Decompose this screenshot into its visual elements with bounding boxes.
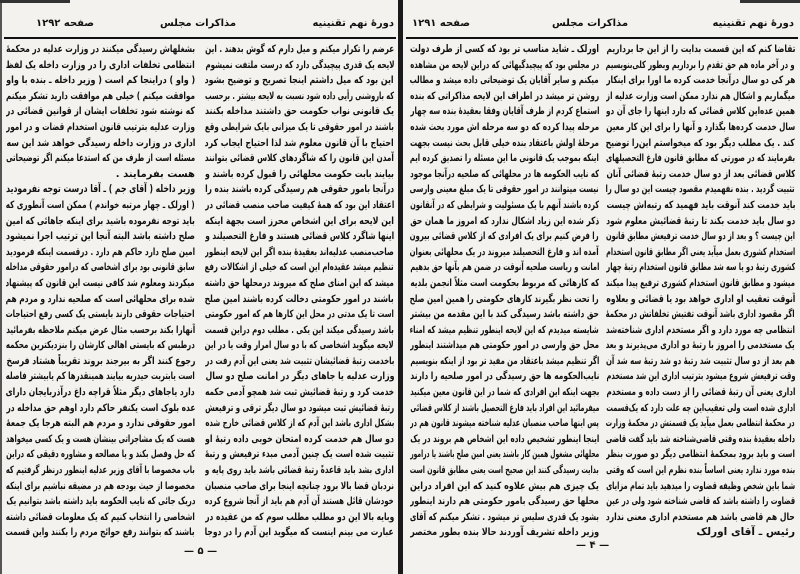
line-text: میشود و مطابق قانون استخدام کشوری ترفیع پیدا میکند: [606, 277, 795, 289]
text-line: [6, 58, 195, 74]
text-line: [205, 120, 394, 136]
line-text: اگر مقصود اداری باشد آنوقت تفتیش تخلفاتش در محکمهٔ: [606, 309, 795, 321]
line-text: باشند در امور حقوقی تا یک میزانی بایک شرایطی وقع: [205, 121, 394, 133]
speaker-line: [696, 525, 795, 541]
line-text: خدمت کرد و رتبهٔ قضائیش ثبت شد همچو آدمی حکمه: [205, 387, 394, 399]
line-text: میفرمائید این افراد باید فارغ التحصیل باشند از کلاس قضائی: [410, 402, 599, 414]
text-line: [606, 276, 795, 292]
speaker-line: [6, 182, 195, 198]
speaker-name: اورلک: [576, 43, 599, 55]
text-line: [606, 104, 795, 120]
text-line: [6, 120, 195, 136]
text-line: [410, 167, 599, 183]
line-text: نردبان قضا بالا برود چنانچه اینجا برای صاحب منصبان: [205, 480, 394, 492]
line-text: ( واو ) دراینجا کم است ( وزیر داخله ـ بنده با واو: [6, 75, 195, 87]
text-line: [6, 260, 195, 276]
text-line: [410, 525, 599, 541]
text-line: [606, 463, 795, 479]
line-text: بدایت رسیدگی کنند این صحیح است یعنی مطابق قانون است: [410, 465, 599, 477]
line-text: شما باین شخص وظیفه قضاوت را میدهید باید تمام مزایای: [606, 480, 795, 492]
text-line: [410, 369, 599, 385]
text-line: [205, 73, 394, 89]
text-line: [606, 369, 795, 385]
line-text: باید خدمت کند آنوقت باید فهمید که رتبه‌اش چیست: [606, 199, 795, 211]
text-line: [6, 89, 195, 105]
text-line: [410, 510, 599, 526]
text-line: [6, 151, 195, 167]
session-label: دورهٔ نهم تقنینیه: [712, 18, 794, 29]
speaker-line: [410, 42, 599, 58]
line-text: این چیست ؟ و بعد از دو سال خدمت ترفیعش مطابق قانون: [606, 231, 795, 243]
line-text: امور حقوقی ندارد و مردم هم البته هرجا یک جمعهٔ: [6, 418, 195, 430]
text-line: [6, 338, 195, 354]
text-line: [410, 245, 599, 261]
text-line: [205, 307, 394, 323]
line-text: هست بفرمایند .: [115, 168, 195, 180]
line-text: استماع کردم از طرف آقایان وفقا بعقیدهٔ بنده سه چهار: [410, 106, 599, 118]
text-line: [606, 42, 795, 58]
text-line: [205, 447, 394, 463]
text-line: [606, 151, 795, 167]
text-line: [606, 245, 795, 261]
line-text: سال خدمت کرده‌ها بگذارد و آنها را برای این کار معین: [606, 121, 795, 133]
line-text: تنظیم میشد عقیده‌ام این است که خیلی از اشکالات رفع: [205, 262, 394, 274]
line-text: امانت و ریاست صلحیه آنوقت در ضمن هم بآنها حق بدهیم: [410, 262, 599, 274]
text-line: [410, 89, 599, 105]
line-text: انتظامی تخلفات اداری را در وزارت داخله یک لفظ: [6, 59, 195, 71]
text-line: [205, 151, 394, 167]
line-text: وزیر داخله تشریف آوردند حالا بنده بطور مختصر: [410, 527, 599, 539]
line-text: قضاوت را داشته باشد که قاضی شناخته شود ولی در عین: [606, 496, 795, 508]
line-text: نایب‌الحکومه ها حق رسیدگی در امور صلحیه را دارند: [410, 371, 599, 383]
text-line: [606, 401, 795, 417]
text-line: [6, 307, 195, 323]
line-text: داخله بعقیدهٔ بنده وقتی قاضی‌شناخته شد باید گفت قاضی: [606, 433, 795, 445]
text-line: [205, 167, 394, 183]
text-line: [205, 198, 394, 214]
line-text: که نایب الحکومه ها در محلهائی که صلحیه درآنجا موجود: [410, 168, 599, 180]
text-line: [606, 120, 795, 136]
line-text: وبایه بالا این دو مطلب مطلب سوم که من عقیده در: [205, 511, 394, 523]
text-line: [606, 73, 795, 89]
text-column: [606, 42, 795, 541]
speech-text: ـ آقا درست توجه نفرمودید: [6, 183, 106, 196]
text-column: [410, 42, 599, 541]
line-text: کشوری رتبهٔ دو یا سه شد مطابق قانون استخدام رتبهٔ چهار: [606, 262, 795, 274]
running-title: مذاکرات مجلس: [160, 18, 237, 29]
line-text: شایسته میدیدم که این لایحه اینطور تنظیم میشد که امناء: [410, 324, 599, 336]
line-text: بشکل اداری باشد این آدم که از کلاس قضائی خارج شده: [205, 418, 394, 430]
text-line: [606, 338, 795, 354]
line-text: استخدام کشوری بعمل میآید یعنی اگر مطابق قانون استخدام: [606, 246, 795, 258]
text-line: [410, 479, 599, 495]
line-text: در محکمهٔ انتظامی بعمل میآید یک قسمتش در محکمهٔ وزارت: [606, 418, 795, 430]
line-text: را تحت نظر بگیرند کارهای حکومتی را همین امین صلح: [410, 293, 599, 305]
text-line: [6, 104, 195, 120]
line-text: حق داشته باشد رسیدگی کند با این مقدمه من بیشتر: [410, 309, 599, 321]
line-text: تقاضا کنم که این قسمت بدایت را از این جا برداریم: [606, 44, 795, 55]
line-text: مخصوصا از حیث بودجه هم در مضیقه نباشیم برای اینکه: [6, 480, 195, 492]
line-text: خودشان قائل هستند آن آدم هم باید از آنجا شروع کرده: [205, 496, 394, 508]
line-text: که حل وفصل بکند و یا مصالحه و مشاوره دقیقی که دراین: [6, 449, 195, 461]
text-line: [410, 323, 599, 339]
text-line: [6, 479, 195, 495]
speaker-name: رئیس ـ آقای اورلک: [696, 526, 795, 539]
text-line: [410, 229, 599, 245]
line-text: اداری شده است ولی تعقیب‌این چه علت دارد که یک‌قسمت: [606, 402, 795, 414]
text-line: [6, 447, 195, 463]
line-text: باید توجه نفرموده باشید برای اینکه جاهائی که امین: [6, 215, 195, 227]
text-line: [205, 416, 394, 432]
line-text: که باروشنی رأیی داده شود نسبت به لایحه بیشتر . برحسب: [205, 90, 394, 102]
text-line: [6, 276, 195, 292]
text-line: [410, 120, 599, 136]
text-line: [205, 338, 394, 354]
line-text: بشغلهاش رسیدگی میکنند در وزارت عدلیه در محکمهٔ: [6, 44, 195, 55]
text-line: [205, 42, 394, 58]
text-line: [410, 276, 599, 292]
line-text: انتظامی چه مورد دارد و اگر مستخدم اداری شناخته‌شد: [606, 324, 795, 336]
line-text: محلها حق رسیدگی بامور حکومتی هم دارند اینطور: [410, 496, 599, 508]
text-line: [606, 416, 795, 432]
text-line: [6, 214, 195, 230]
text-line: [606, 58, 795, 74]
line-text: دریک جائی که نایب الحکومه باید داشته باشد بتوانیم یک: [6, 496, 195, 508]
page-footer: — ۴ —: [576, 540, 610, 551]
line-text: و در آخر ماده هم حق تقدم را برداریم وبطور کلی‌بنویسیم: [606, 59, 795, 71]
text-line: [6, 385, 195, 401]
text-line: [606, 136, 795, 152]
line-text: باشد رسیدگی میکند این یکی . مطلب دوم دراین قسمت: [205, 324, 394, 336]
line-text: عرضم را تکرار میکنم و میل دارم که گوش بدهند . این: [205, 44, 394, 55]
text-line: [6, 182, 195, 198]
line-text: مرحله پیدا کرده که دو سه مرحله اش مورد بحث شده: [410, 121, 599, 133]
text-line: [205, 463, 394, 479]
text-line: [6, 245, 195, 261]
line-text: هم بعد از دو سال تثبیت شد رتبهٔ دو شد رتبهٔ سه شد آن: [606, 355, 795, 367]
text-line: [606, 214, 795, 230]
text-line: [205, 354, 394, 370]
page-footer: — ۵ —: [184, 546, 218, 557]
line-text: لایحه میگوید اشخاصی که با دو سال امرار وقت یا در این: [205, 340, 394, 352]
text-line: [6, 42, 195, 58]
text-line: [205, 229, 394, 245]
text-line: [205, 494, 394, 510]
text-line: [410, 354, 599, 370]
speech-text: ـ شاید مناسب تر بود که کسی از طرف دولت: [410, 43, 575, 55]
line-text: است و باید برود بمحکمهٔ انتظامی دیگر دو صورت بنظر: [606, 449, 795, 461]
line-text: کند . یک مطلب دیگر بود که میخواستم این‌را توضیح: [606, 137, 795, 149]
line-text: محل حق وارسی در امور حکومتی هم میداشتند اینطور: [410, 340, 599, 352]
line-text: دو سال هم خدمت کرده امتحان خوبی داده رتبهٔ او: [205, 433, 394, 445]
text-line: [6, 354, 195, 370]
line-text: روشن تر میشد در اطراف این لایحه مذاکراتی که بنده: [410, 90, 599, 102]
line-text: بیایند بابت حکومت محلهائی را قبول کرده باشند و: [205, 168, 394, 180]
line-text: باشند که بتوانند رفع حوائج مردم را بکنند واین قسمت: [6, 527, 195, 539]
right-page: [400, 0, 800, 574]
line-text: بفرمایند که در صورتی که مطابق قانون فارغ التحصیلهای: [606, 153, 795, 165]
line-text: در مجلس بود که پیچیدگیهائی که دراین لایحه من مشاهده: [410, 59, 599, 71]
line-text: اشخاصی را انتخاب کنیم که یک معلومات قضائی داشته: [6, 511, 195, 523]
text-line: [410, 214, 599, 230]
text-line: [606, 510, 795, 526]
line-text: اگر تنظیم میشد باعتقاد من مفید تر بود از اینکه بنویسیم: [410, 355, 599, 367]
text-line: [6, 198, 195, 214]
text-line: [205, 182, 394, 198]
line-text: بنده مورد ندارد یعنی اساساً بنده نظرم این است که وقتی: [606, 465, 795, 477]
text-line: [205, 292, 394, 308]
line-text: درآنجا بامور حقوقی هم رسیدگی کرده باشند بنده را: [205, 184, 394, 196]
text-line: [6, 292, 195, 308]
line-text: وزارت عدلیه بترتیب قانون استخدام قضات و در امور: [6, 121, 195, 133]
line-text: لایحه یک قدری پیچیدگی دارد که درست ملتفت نمیشوم: [205, 59, 394, 71]
text-line: [410, 42, 599, 58]
line-text: کرده باشند آنهم با یک مسئولیت و شرایطی که در آنقانون: [410, 199, 599, 211]
text-line: [606, 89, 795, 105]
line-text: امین صلح دارد حاکم هم دارد . درقسمت اینکه فرمودید: [6, 246, 195, 258]
line-text: یک قانونی نواب حکومت حق داشتند مداخله بکنند: [205, 106, 394, 118]
line-text: درطبس که بایستی اهالی کارشان را بنزدیکترین محکمه: [6, 340, 195, 352]
line-text: موافقت میکنم ) خیلی هم موافقت دارید تشکر میکنم: [6, 90, 195, 102]
text-line: [410, 151, 599, 167]
text-line: [606, 198, 795, 214]
line-text: است یابتربت حیدریه بیایند همینقدرها کم یابیشتر فاصله: [6, 371, 195, 383]
speaker-name: وزیر داخله ( آقای جم ): [108, 183, 195, 196]
text-line: [205, 432, 394, 448]
line-text: عبارت می بینم اینست که میگوید این آدم را در دوجا: [205, 527, 394, 539]
running-title: مذاکرات مجلس: [552, 18, 629, 29]
text-line: [205, 245, 394, 261]
text-line: [205, 214, 394, 230]
text-line: [205, 510, 394, 526]
line-text: یک مستخدمی را امروز با رتبهٔ دو اداری می‌پذیرند و بعد: [606, 340, 795, 352]
line-text: صلح داشته باشد البته آنجا این ترتیب اجرا نمیشود: [6, 231, 195, 243]
line-text: میکردند ومعلوم شد کافی نیست این قانون که پیشنهاد: [6, 277, 195, 289]
text-line: [6, 432, 195, 448]
text-line: [410, 260, 599, 276]
line-text: میشد که این امنای صلح که میروند درمحلها حق داشته: [205, 277, 394, 289]
header-rule: [4, 37, 396, 39]
text-line: [410, 494, 599, 510]
line-text: باب مخصوصا با آقای وزیر عدلیه اینطور درنظر گرفتیم که: [6, 465, 195, 477]
text-line: [6, 323, 195, 339]
line-text: آنوقت تعقیب او اداری خواهد بود یا قضائی و بعلاوه: [606, 293, 795, 305]
line-text: یک چیزی هم بیش علاوه کنید که این افراد دراین: [410, 480, 599, 492]
line-text: هر کی دو سال درآنجا خدمت کرده ما اورا برای اینکار: [606, 75, 795, 87]
text-line: [410, 385, 599, 401]
text-line: [606, 260, 795, 276]
line-text: احتیاجات حقوقی دارند بایستی یک کسی رفع احتیاجات: [6, 309, 195, 321]
line-text: صاحب‌منصب عدلیه‌اند بعقیدهٔ بنده اگر این لایحه اینطور: [205, 246, 394, 258]
text-line: [410, 58, 599, 74]
line-text: مسئله است از طرف من که استدعا میکنم اگر توضیحاتی: [6, 153, 195, 165]
text-line: [205, 401, 394, 417]
line-text: این لایحه برای این اشخاص محرز است بجهة اینکه: [205, 215, 394, 227]
line-text: همین عده‌این کلاس قضائی که دارد اینها را جای آن دو: [606, 106, 795, 118]
text-line: [6, 510, 195, 526]
line-text: رجوع کنند اگر به بیرجند بروند تقریباً هشتاد فرسخ: [6, 355, 195, 367]
line-text: پس اینها صاحب منصبان عدلیه شناخته میشوند قانون هم در: [410, 418, 599, 430]
text-line: [606, 292, 795, 308]
line-text: را فرض کنیم برای یک افرادی که از کلاس قضائی بیرون: [410, 231, 599, 243]
line-text: بجهت اینکه این افرادی که شما در این قانون معین میکنید: [410, 387, 599, 399]
text-line: [606, 385, 795, 401]
line-text: هست که یک مشاجراتی بینشان هست و یک کسی میخواهد: [6, 433, 195, 445]
text-line: [205, 323, 394, 339]
text-line: [205, 58, 394, 74]
line-text: اداری یعنی آن رتبهٔ قضائی را از دست داده و مستخدم: [606, 387, 795, 399]
text-line: [205, 276, 394, 292]
line-text: اداری در وزارت داخله رسیدگی خواهد شد این سه: [6, 137, 195, 149]
line-text: عده بلوک است یکنفر حاکم دارد اوهم حق مداخله در: [6, 402, 195, 414]
text-column: [6, 42, 195, 541]
text-line: [606, 354, 795, 370]
text-line: [606, 323, 795, 339]
line-text: وزارت عدلیه یا جاهای دیگر در امانت صلح دو سال: [205, 371, 394, 383]
text-line: [205, 525, 394, 541]
text-line: [606, 167, 795, 183]
text-line: [410, 182, 599, 198]
text-line: [606, 479, 795, 495]
line-text: اینها شاگرد کلاس قضائی هستند و فارغ التحصیلند و: [205, 231, 394, 243]
line-text: آنهارا بکند برحسب مثال عرض میکنم ملاحظه بفرمائید: [6, 324, 195, 336]
text-line: [606, 432, 795, 448]
text-line: [410, 136, 599, 152]
page-number: صفحه ۱۲۹۱: [412, 18, 471, 29]
text-line: [205, 385, 394, 401]
text-line: [6, 229, 195, 245]
line-text: مرحلهٔ اولش باعتقاد بنده خیلی قابل بحث نیست بجهت: [410, 137, 599, 149]
text-line: [606, 307, 795, 323]
text-line: [410, 198, 599, 214]
line-text: اینکه بموجب یک قانونی ما این مسئله را تصدیق کرده ایم: [410, 153, 599, 165]
text-line: [6, 136, 195, 152]
line-text: محلهائی مشغول همین کار باشند یعنی امین صلح باشند یا درامور: [410, 449, 599, 461]
line-text: ( اورلک ـ چهار مرتبه خواندم ) ممکن است آنطوری که: [6, 199, 195, 211]
line-text: باخدمت رتبهٔ قضائیشان تثبیت شد یعنی این آدم رفت در: [205, 355, 394, 367]
text-line: [410, 338, 599, 354]
text-line: [606, 525, 795, 541]
line-text: وقت ترفیعش شروع میشود بترتیب اداری این شد مستخدم: [606, 371, 795, 383]
text-line: [410, 432, 599, 448]
line-text: سابق قانونی بود برای اشخاصی که درامور حقوقی مداخله: [6, 262, 195, 274]
text-line: [205, 369, 394, 385]
text-line: [6, 369, 195, 385]
line-text: شده برای محلهائی است که صلحیه ندارد و مردم هم: [6, 293, 195, 305]
text-line: [410, 447, 599, 463]
text-line: [606, 494, 795, 510]
text-column: [205, 42, 394, 541]
text-line: [6, 494, 195, 510]
line-text: تثبیت شده است یک چنین آدمی مبدء ترفیعش و رتبهٔ: [205, 449, 394, 461]
header-rule: [406, 37, 798, 39]
line-text: آمدن این قانون را که شاگردهای کلاس قضائی بتوانند: [205, 153, 394, 165]
text-line: [410, 416, 599, 432]
line-text: میکنم و سایر آقایان یک توضیحاتی داده میشد و مطالب: [410, 75, 599, 87]
text-line: [6, 167, 195, 183]
line-text: احتیاج با آن قانون معلوم شد لذا احتیاج ایجاب کرد: [205, 137, 394, 149]
text-line: [205, 136, 394, 152]
line-text: نیست میتوانند در امور حقوقی تا یک مبلغ معینی وارسی: [410, 184, 599, 196]
line-text: که کارهائی که مربوط بحکومت است مثلاً انجمن بلدیه: [410, 277, 599, 289]
line-text: حال هم قاضی باشد هم مستخدم اداری معنی ندارد: [606, 511, 795, 523]
line-text: رتبهٔ قضائیش ثبت میشود دو سال دیگر ترقی و ترفیعش: [205, 402, 394, 414]
line-text: باشند در امور حکومتی دخالت کرده باشند امین صلح: [205, 293, 394, 305]
text-line: [6, 416, 195, 432]
text-line: [6, 73, 195, 89]
line-text: ذکر شده این زیاد اشکال ندارد که امروز ما همان حق: [410, 215, 599, 227]
text-line: [410, 292, 599, 308]
line-text: است تا یک مدتی در محل این کارها هم که امور حکومتی: [205, 309, 394, 321]
line-text: اینجا اینطور تشخیص داده این اشخاص هم بروند در یک: [410, 433, 599, 445]
line-text: کلاس قضائی بعد از دو سال خدمت رتبهٔ قضائی آنان: [606, 168, 795, 180]
line-text: بشود یک قدری سلیس تر میشود . تشکر میکنم که آقای: [410, 511, 599, 523]
text-line: [410, 73, 599, 89]
text-line: [606, 447, 795, 463]
text-line: [205, 104, 394, 120]
text-line: [6, 463, 195, 479]
text-line: [205, 260, 394, 276]
text-line: [606, 182, 795, 198]
line-text: دو سال باید خدمت بکند تا رتبهٔ قضائیش معلوم شود: [606, 215, 795, 227]
text-line: [6, 525, 195, 541]
line-text: میگماریم و اشکال هم ندارد ممکن است وزارت عدلیه از: [606, 90, 795, 102]
session-label: دورهٔ نهم تقنینیه: [312, 18, 394, 29]
text-line: [205, 479, 394, 495]
text-line: [205, 89, 394, 105]
text-line: [6, 401, 195, 417]
line-text: که نوشته شود تخلفات ایشان از قوانین قضائی در: [6, 106, 195, 118]
line-text: اداری بشد باید قاعدةً رتبهٔ قضائی باشد باید روی پایه و: [205, 465, 394, 477]
text-line: [410, 104, 599, 120]
line-text: این بود که میل داشتم اینجا تصریح و توضیح بشود: [205, 75, 394, 87]
text-line: [410, 307, 599, 323]
text-line: [606, 229, 795, 245]
line-text: تثبیت گردید . بنده نفهمیدم مقصود چیست این دو سال را: [606, 184, 795, 196]
line-text: اعتقاد این بود که همهٔ کیفیت صاحب منصب قضائی در: [205, 199, 394, 211]
page-number: صفحه ۱۲۹۲: [36, 18, 95, 29]
line-text: آمده اند و فارغ التحصیلند میروند در یک محلهائی بعنوان: [410, 246, 599, 258]
line-text: دارد یاجاهای دیگر مثلاً قراچه داغ درآذربایجان دارای: [6, 387, 195, 399]
text-line: [410, 401, 599, 417]
text-line: [410, 463, 599, 479]
